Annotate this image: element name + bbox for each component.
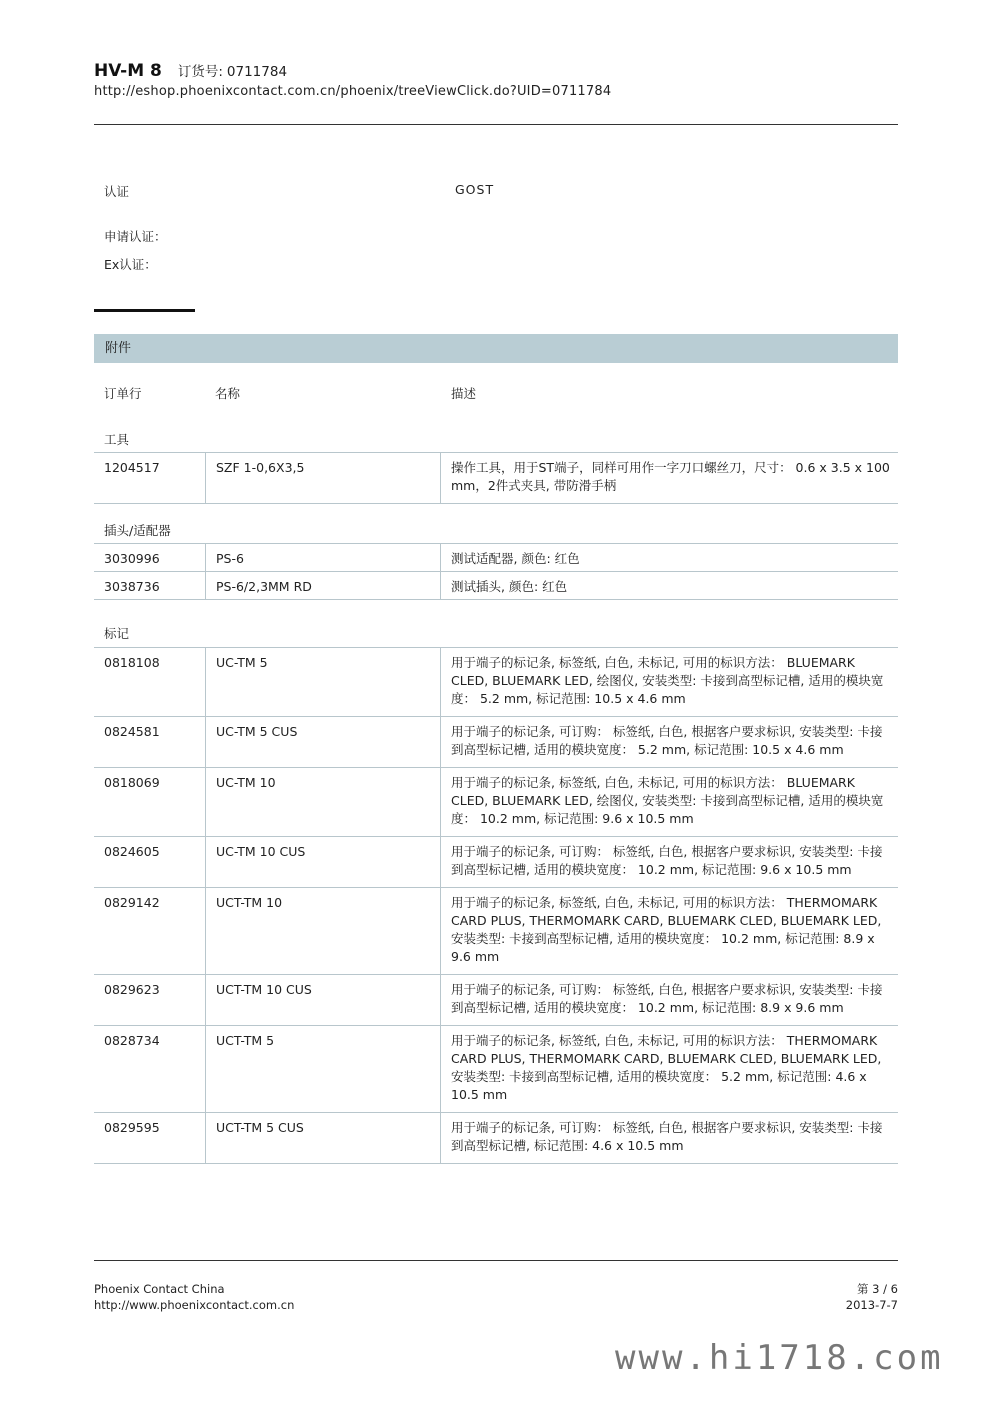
order-cell: 3038736	[94, 572, 206, 600]
product-name: HV-M 8	[94, 61, 162, 81]
column-header-name: 名称	[215, 386, 241, 401]
table-row	[94, 717, 898, 768]
title-line	[94, 60, 898, 82]
markers-table	[94, 647, 898, 1164]
section-title: 附件	[105, 341, 132, 356]
footer-right	[846, 1281, 898, 1313]
footer-left	[94, 1281, 294, 1313]
ex-cert-label: Ex认证：	[104, 257, 157, 272]
name-cell: UC-TM 5 CUS	[206, 717, 441, 768]
section-separator	[94, 309, 195, 312]
table-row	[94, 975, 898, 1026]
order-number: 0711784	[226, 64, 288, 80]
order-cell: 1204517	[94, 453, 206, 504]
table-row	[94, 888, 898, 975]
order-cell: 0829595	[94, 1113, 206, 1164]
name-cell: UCT-TM 10	[206, 888, 441, 975]
footer-divider	[94, 1260, 898, 1261]
table-row	[94, 1026, 898, 1113]
column-header-order: 订单行	[104, 386, 142, 401]
table-row	[94, 1113, 898, 1164]
description-cell: 用于端子的标记条, 标签纸, 白色, 未标记, 可用的标识方法： BLUEMARK CLED, BLUEMARK LED, 绘图仪, 安装类型: 卡接到高型标记槽, 适用的模块宽度： 10.2 mm, 标记范围: 9.6 x 10.5 mm	[441, 768, 899, 837]
description-cell: 操作工具，用于ST端子，同样可用作一字刀口螺丝刀，尺寸： 0.6 x 3.5 x 100 mm，2件式夹具, 带防滑手柄	[441, 453, 899, 504]
table-row	[94, 453, 898, 504]
footer-company: Phoenix Contact China	[94, 1282, 225, 1296]
table-row	[94, 572, 898, 600]
document-header	[94, 60, 898, 99]
description-cell: 用于端子的标记条, 可订购： 标签纸, 白色, 根据客户要求标识, 安装类型: 卡接到高型标记槽, 适用的模块宽度： 5.2 mm, 标记范围: 10.5 x 4.6 mm	[441, 717, 899, 768]
name-cell: PS-6/2,3MM RD	[206, 572, 441, 600]
description-cell: 用于端子的标记条, 标签纸, 白色, 未标记, 可用的标识方法： THERMOMARK CARD PLUS, THERMOMARK CARD, BLUEMARK CLED, BLUEMARK LED, 安装类型: 卡接到高型标记槽, 适用的模块宽度： 5.2 mm, 标记范围: 4.6 x 10.5 mm	[441, 1026, 899, 1113]
watermark: www.hi1718.com	[615, 1338, 944, 1378]
column-header-description: 描述	[451, 386, 477, 401]
description-cell: 用于端子的标记条, 标签纸, 白色, 未标记, 可用的标识方法： THERMOMARK CARD PLUS, THERMOMARK CARD, BLUEMARK CLED, BLUEMARK LED, 安装类型: 卡接到高型标记槽, 适用的模块宽度： 10.2 mm, 标记范围: 8.9 x 9.6 mm	[441, 888, 899, 975]
page-number: 第 3 / 6	[857, 1282, 898, 1296]
table-row	[94, 648, 898, 717]
order-cell: 0824581	[94, 717, 206, 768]
table-row	[94, 544, 898, 572]
description-cell: 用于端子的标记条, 可订购： 标签纸, 白色, 根据客户要求标识, 安装类型: 卡接到高型标记槽, 适用的模块宽度： 10.2 mm, 标记范围: 9.6 x 10.5 mm	[441, 837, 899, 888]
order-number-label: 订货号:	[177, 64, 223, 80]
order-cell: 3030996	[94, 544, 206, 572]
order-cell: 0818069	[94, 768, 206, 837]
name-cell: UC-TM 10	[206, 768, 441, 837]
group-title-tools: 工具	[104, 432, 130, 447]
applied-cert-label: 申请认证：	[104, 229, 167, 244]
column-headers	[94, 380, 898, 404]
order-cell: 0829623	[94, 975, 206, 1026]
name-cell: UCT-TM 5	[206, 1026, 441, 1113]
name-cell: SZF 1-0,6X3,5	[206, 453, 441, 504]
table-row	[94, 768, 898, 837]
accessories-section-header	[94, 334, 898, 363]
cert-label: 认证	[104, 184, 130, 199]
plugs-table	[94, 543, 898, 600]
description-cell: 用于端子的标记条, 可订购： 标签纸, 白色, 根据客户要求标识, 安装类型: 卡接到高型标记槽, 标记范围: 4.6 x 10.5 mm	[441, 1113, 899, 1164]
group-title-markers: 标记	[104, 626, 130, 641]
name-cell: UC-TM 5	[206, 648, 441, 717]
name-cell: UCT-TM 5 CUS	[206, 1113, 441, 1164]
order-cell: 0829142	[94, 888, 206, 975]
description-cell: 测试插头, 颜色: 红色	[441, 572, 899, 600]
name-cell: PS-6	[206, 544, 441, 572]
name-cell: UC-TM 10 CUS	[206, 837, 441, 888]
order-cell: 0818108	[94, 648, 206, 717]
description-cell: 用于端子的标记条, 可订购： 标签纸, 白色, 根据客户要求标识, 安装类型: 卡接到高型标记槽, 适用的模块宽度： 10.2 mm, 标记范围: 8.9 x 9.6 mm	[441, 975, 899, 1026]
name-cell: UCT-TM 10 CUS	[206, 975, 441, 1026]
cert-value: GOST	[455, 182, 495, 197]
header-divider	[94, 124, 898, 125]
table-row	[94, 837, 898, 888]
document-date: 2013-7-7	[845, 1298, 898, 1312]
description-cell: 测试适配器, 颜色: 红色	[441, 544, 899, 572]
group-title-plugs: 插头/适配器	[104, 523, 171, 538]
order-cell: 0828734	[94, 1026, 206, 1113]
product-url[interactable]: http://eshop.phoenixcontact.com.cn/phoenix/treeViewClick.do?UID=0711784	[94, 84, 612, 99]
footer-website[interactable]: http://www.phoenixcontact.com.cn	[94, 1298, 295, 1312]
tools-table	[94, 452, 898, 504]
description-cell: 用于端子的标记条, 标签纸, 白色, 未标记, 可用的标识方法： BLUEMARK CLED, BLUEMARK LED, 绘图仪, 安装类型: 卡接到高型标记槽, 适用的模块宽度： 5.2 mm, 标记范围: 10.5 x 4.6 mm	[441, 648, 899, 717]
order-cell: 0824605	[94, 837, 206, 888]
